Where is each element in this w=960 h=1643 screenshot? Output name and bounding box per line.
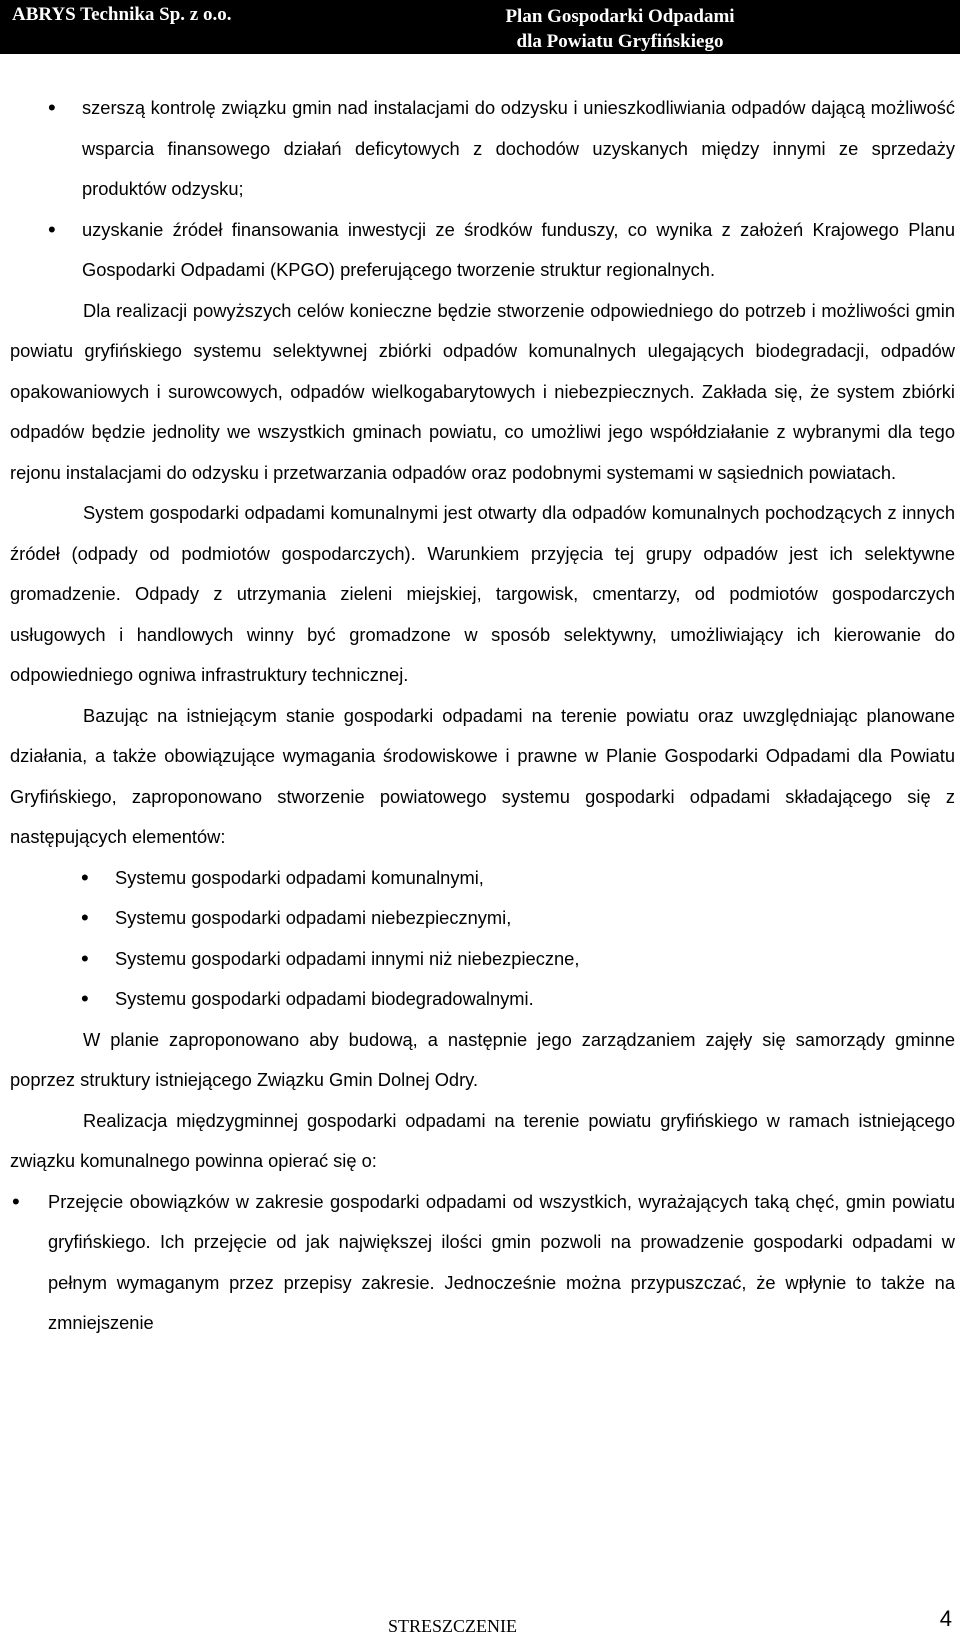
paragraph: Bazując na istniejącym stanie gospodarki odpadami na terenie powiatu oraz uwzględniając planowane działania, a także obowiązujące wymagania środowiskowe i prawne w Planie Gospodarki Odpadami dla Powiatu Gryfińskiego, zaproponowano stworzenie powiatowego systemu gospodarki odpadami składającego się z następujących elementów: [10, 704, 955, 847]
list-item-text: Systemu gospodarki odpadami komunalnymi, [115, 866, 484, 888]
list-item [10, 979, 955, 1020]
page-number: 4 [939, 1606, 952, 1631]
paragraph: System gospodarki odpadami komunalnymi jest otwarty dla odpadów komunalnych pochodzących z innych źródeł (odpady od podmiotów gospodarczych). Warunkiem przyjęcia tej grupy odpadów jest ich selektywne gromadzenie. Odpady z utrzymania zieleni miejskiej, targowisk, cmentarzy, od podmiotów gospodarczych usługowych i handlowych winny być gromadzone w sposób selektywny, umożliwiający ich kierowanie do odpowiedniego ogniwa infrastruktury technicznej. [10, 502, 955, 685]
list-item-text: Systemu gospodarki odpadami innymi niż niebezpieczne, [115, 947, 580, 969]
paragraph: Realizacja międzygminnej gospodarki odpadami na terenie powiatu gryfińskiego w ramach istniejącego związku komunalnego powinna opierać się o: [10, 1109, 955, 1171]
list-item-text: Systemu gospodarki odpadami biodegradowalnymi. [115, 988, 534, 1009]
list-item-text: uzyskanie źródeł finansowania inwestycji ze środków funduszy, co wynika z założeń Krajowego Planu Gospodarki Odpadami (KPGO) preferującego tworzenie struktur regionalnych. [82, 218, 955, 280]
list-item-text: szerszą kontrolę związku gmin nad instalacjami do odzysku i unieszkodliwiania odpadów dającą możliwość wsparcia finansowego działań deficytowych z dochodów uzyskanych między innymi ze sprzedaży produktów odzysku; [82, 97, 955, 199]
list-item-text: Przejęcie obowiązków w zakresie gospodarki odpadami od wszystkich, wyrażających taką chęć, gmin powiatu gryfińskiego. Ich przejęcie od jak największej ilości gmin pozwoli na prowadzenie gospodarki odpadami w pełnym wymaganym przez przepisy zakresie. Jednocześnie można przypuszczać, że wpłynie to także na zmniejszenie [48, 1190, 955, 1333]
list-item [10, 1182, 955, 1344]
list-item [10, 898, 955, 939]
list-item [10, 939, 955, 980]
page-header [0, 0, 960, 54]
bullet-icon: • [48, 216, 56, 242]
bullet-icon: • [81, 864, 89, 890]
page-body [10, 88, 955, 1344]
list-item [10, 88, 955, 210]
document-title [470, 4, 770, 54]
bullet-icon: • [12, 1188, 20, 1214]
list-item-text: Systemu gospodarki odpadami niebezpiecznymi, [115, 907, 512, 928]
list-item [10, 858, 955, 899]
company-name: ABRYS Technika Sp. z o.o. [12, 4, 232, 25]
bullet-icon: • [81, 986, 89, 1011]
paragraph: Dla realizacji powyższych celów konieczne będzie stworzenie odpowiedniego do potrzeb i możliwości gmin powiatu gryfińskiego systemu selektywnej zbiórki odpadów komunalnych ulegających biodegradacji, odpadów opakowaniowych i surowcowych, odpadów wielkogabarytowych i niebezpiecznych. Zakłada się, że system zbiórki odpadów będzie jednolity we wszystkich gminach powiatu, co umożliwi jego współdziałanie z wybranymi dla tego rejonu instalacjami do odzysku i przetwarzania odpadów oraz podobnymi systemami w sąsiednich powiatach. [10, 299, 955, 483]
bullet-icon: • [81, 905, 89, 930]
document-title-line1: Plan Gospodarki Odpadami [505, 6, 735, 27]
bullet-icon: • [48, 95, 56, 120]
paragraph: W planie zaproponowano aby budową, a następnie jego zarządzaniem zajęły się samorządy gminne poprzez struktury istniejącego Związku Gmin Dolnej Odry. [10, 1028, 955, 1090]
bullet-icon: • [81, 945, 89, 971]
document-title-line2: dla Powiatu Gryfińskiego [516, 31, 724, 52]
list-item [10, 210, 955, 291]
footer-section-label: STRESZCZENIE [388, 1616, 517, 1636]
